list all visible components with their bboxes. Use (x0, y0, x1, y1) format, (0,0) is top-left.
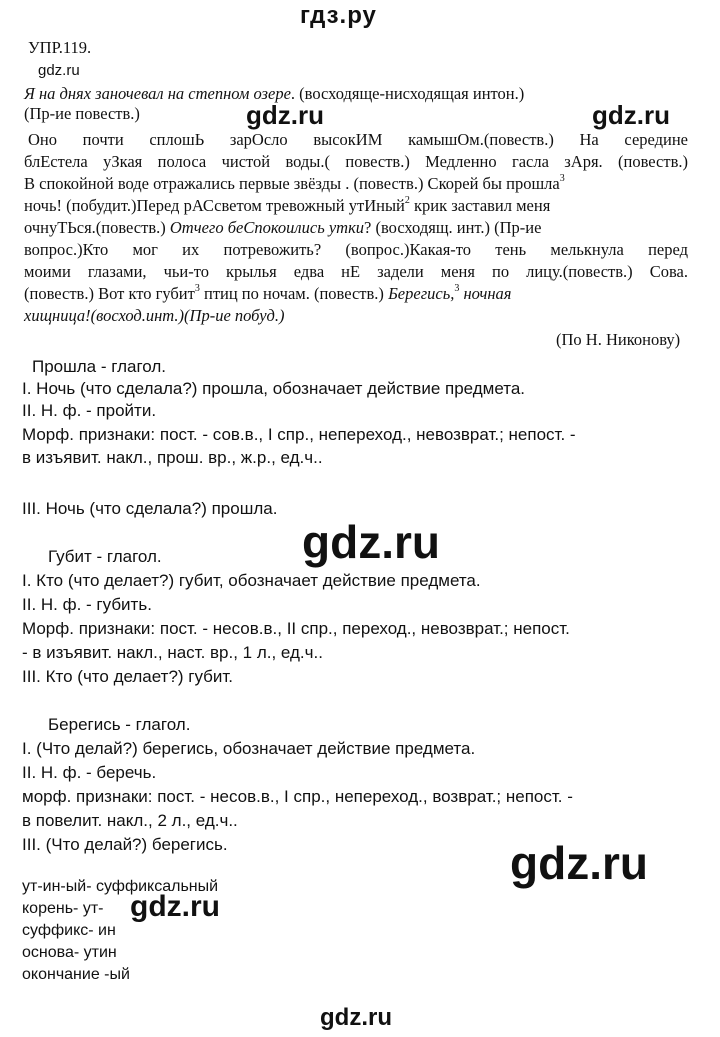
analysis-heading: Губит - глагол. (48, 547, 162, 566)
analysis-line: II. Н. ф. - пройти. (22, 401, 157, 420)
analysis-heading: Берегись - глагол. (48, 715, 191, 734)
watermark: gdz.ru (592, 100, 670, 130)
text-span: В спокойной воде отражались первые звёзды . (повеств.) Скорей бы прошла (24, 174, 560, 193)
analysis-heading: Прошла - глагол. (32, 357, 166, 376)
footnote-mark: 3 (454, 282, 460, 294)
small-watermark: gdz.ru (38, 62, 80, 79)
text-line: вопрос.)Кто мог их потревожить? (вопрос.)Какая-то тень мелькнула перед (24, 240, 688, 259)
analysis-line: в изъявит. накл., прош. вр., ж.р., ед.ч.. (22, 448, 323, 467)
watermark: gdz.ru (130, 890, 220, 923)
text-line: (Пр-ие повеств.) (24, 104, 140, 123)
text-italic: ночная (459, 284, 512, 303)
text-span: птиц по ночам. (повеств.) (199, 284, 389, 303)
watermark: gdz.ru (302, 516, 440, 568)
text-span: . (восходяще-нисходящая интон.) (290, 84, 525, 103)
watermark: gdz.ru (510, 837, 648, 889)
text-line (24, 84, 524, 104)
watermark: gdz.ru (246, 100, 324, 130)
analysis-line: III. (Что делай?) берегись. (22, 835, 228, 854)
text-line (24, 284, 511, 304)
footnote-mark: 3 (194, 282, 200, 294)
analysis-line: в повелит. накл., 2 л., ед.ч.. (22, 811, 238, 830)
text-line: Оно почти сплошЬ зарОсло высокИМ камышОм.(повеств.) На середине (28, 130, 688, 149)
text-italic: Берегись, (388, 284, 455, 303)
author-credit: (По Н. Никонову) (556, 330, 681, 349)
site-header: гдз.ру (300, 2, 377, 29)
analysis-line: III. Ночь (что сделала?) прошла. (22, 499, 278, 518)
morph-line: суффикс- ин (22, 922, 116, 939)
analysis-line: II. Н. ф. - губить. (22, 595, 152, 614)
morph-line: ут-ин-ый- суффиксальный (22, 878, 219, 895)
text-italic: Отчего беСпокоились утки (169, 218, 365, 237)
text-span: очнуТЬся.(повеств.) (24, 218, 170, 237)
analysis-line: I. (Что делай?) берегись, обозначает действие предмета. (22, 739, 476, 758)
text-italic: Я на днях заночевал на степном озере (24, 84, 291, 103)
exercise-title: УПР.119. (28, 38, 92, 57)
morph-line: основа- утин (22, 944, 117, 961)
analysis-line: Морф. признаки: пост. - сов.в., I спр., непереход., невозврат.; непост. - (22, 425, 576, 444)
text-line (24, 174, 565, 194)
text-span: ? (восходящ. инт.) (Пр-ие (364, 218, 542, 237)
text-line: блЕстела уЗкая полоса чистой воды.( повеств.) Медленно гасла зАря. (повеств.) (24, 152, 688, 171)
analysis-line: I. Кто (что делает?) губит, обозначает действие предмета. (22, 571, 481, 590)
analysis-line: морф. признаки: пост. - несов.в., I спр., непереход., возврат.; непост. - (22, 787, 573, 806)
text-line: моими глазами, чьи-то крылья едва нЕ задели меня по лицу.(повеств.) Сова. (24, 262, 688, 281)
text-span: крик заставил меня (409, 196, 551, 215)
morph-line: корень- ут- (22, 900, 104, 917)
text-line (24, 218, 541, 238)
footnote-mark: 3 (559, 172, 565, 184)
analysis-line: - в изъявит. накл., наст. вр., 1 л., ед.ч.. (22, 643, 323, 662)
analysis-line: Морф. признаки: пост. - несов.в., II спр., переход., невозврат.; непост. (22, 619, 570, 638)
text-span: (повеств.) Вот кто губит (24, 284, 195, 303)
footer-watermark: gdz.ru (320, 1004, 392, 1031)
text-italic: хищница!(восход.инт.)(Пр-ие побуд.) (24, 306, 285, 325)
text-line (24, 196, 688, 216)
footnote-mark: 2 (404, 194, 410, 206)
morph-line: окончание -ый (22, 966, 130, 983)
text-line (24, 306, 285, 326)
text-span: ночь! (побудит.)Перед рАСсветом тревожный утИный (24, 196, 405, 215)
analysis-line: I. Ночь (что сделала?) прошла, обозначает действие предмета. (22, 379, 526, 398)
analysis-line: III. Кто (что делает?) губит. (22, 667, 234, 686)
analysis-line: II. Н. ф. - беречь. (22, 763, 157, 782)
